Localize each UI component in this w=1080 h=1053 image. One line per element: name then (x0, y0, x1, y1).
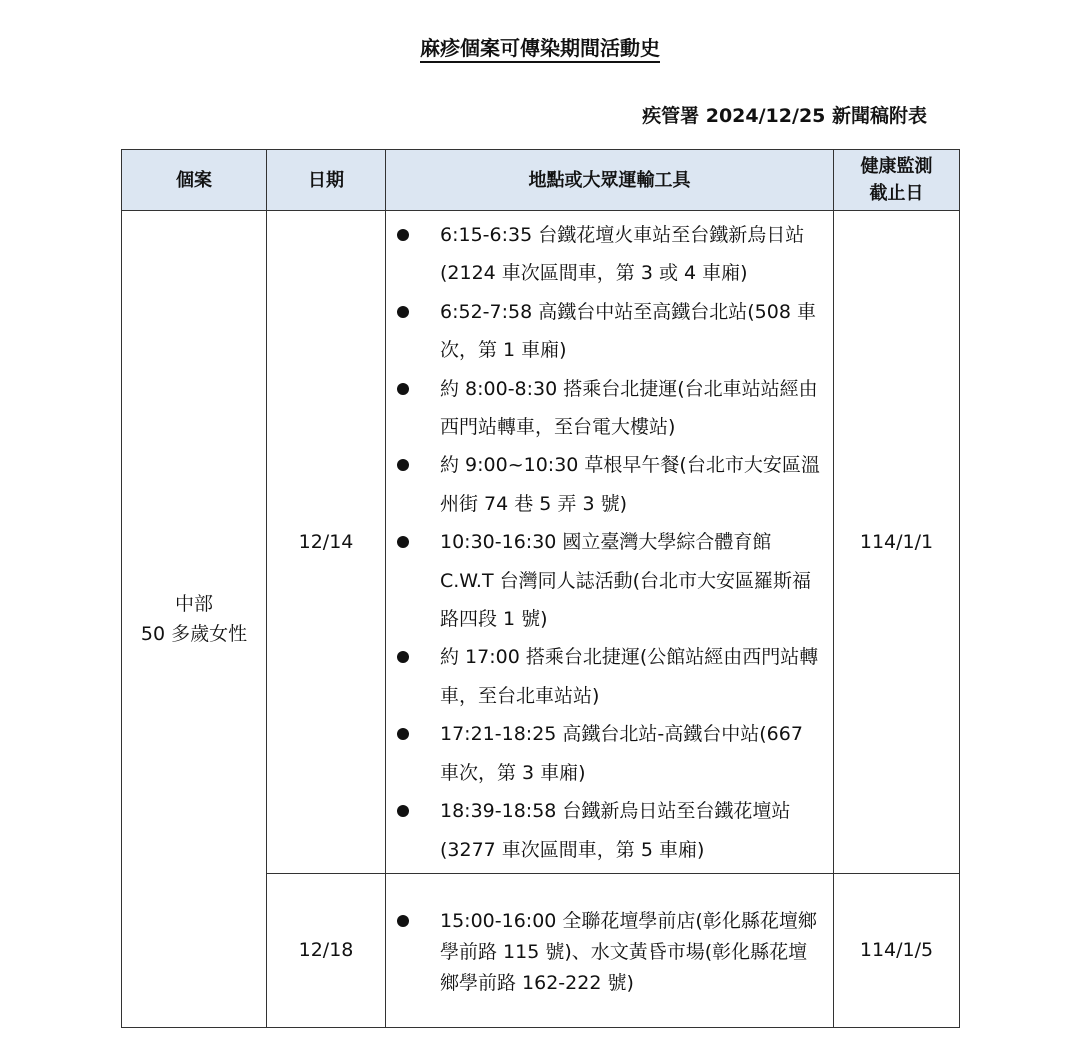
table-row (122, 211, 960, 874)
location-text: 18:39-18:58 台鐵新烏日站至台鐵花壇站(3277 車次區間車，第 5 車廂) (440, 800, 791, 861)
location-text: 17:21-18:25 高鐵台北站-高鐵台中站(667 車次，第 3 車廂) (440, 723, 803, 784)
list-item (386, 906, 823, 999)
list-item (386, 446, 823, 523)
location-text: 15:00-16:00 全聯花壇學前店(彰化縣花壇鄉學前路 115 號)、水文黃昏市場(彰化縣花壇鄉學前路 162-222 號) (440, 909, 817, 994)
bullet-icon (397, 805, 409, 817)
bullet-icon (397, 383, 409, 395)
location-text: 10:30-16:30 國立臺灣大學綜合體育館 C.W.T 台灣同人誌活動(台北市大安區羅斯福路四段 1 號) (440, 531, 812, 631)
list-item (386, 370, 823, 447)
list-item (386, 216, 823, 293)
document-title-text: 麻疹個案可傳染期間活動史 (420, 36, 660, 63)
table-header-row (122, 150, 960, 211)
bullet-icon (397, 459, 409, 471)
header-monitor-end (834, 150, 960, 211)
location-cell (386, 211, 834, 874)
header-date: 日期 (267, 150, 386, 211)
list-item (386, 715, 823, 792)
bullet-icon (397, 229, 409, 241)
date-cell: 12/18 (267, 873, 386, 1027)
monitor-end-cell: 114/1/1 (834, 211, 960, 874)
bullet-icon (397, 915, 409, 927)
document-title (0, 33, 1080, 63)
case-region: 中部 (174, 592, 213, 615)
location-text: 約 9:00~10:30 草根早午餐(台北市大安區溫州街 74 巷 5 弄 3 號) (440, 454, 820, 515)
header-case: 個案 (122, 150, 267, 211)
location-list (386, 211, 833, 873)
list-item (386, 792, 823, 869)
document-subtitle: 疾管署 2024/12/25 新聞稿附表 (642, 105, 927, 127)
location-text: 6:52-7:58 高鐵台中站至高鐵台北站(508 車次，第 1 車廂) (440, 300, 816, 362)
date-cell: 12/14 (267, 211, 386, 874)
location-cell (386, 873, 834, 1027)
location-text: 6:15-6:35 台鐵花壇火車站至台鐵新烏日站(2124 車次區間車，第 3 或 4 車廂) (440, 224, 805, 285)
list-item (386, 523, 823, 638)
activity-table (121, 149, 960, 1028)
bullet-icon (397, 728, 409, 740)
header-monitor-end-line1: 健康監測 (860, 156, 933, 177)
header-location: 地點或大眾運輸工具 (386, 150, 834, 211)
bullet-icon (397, 536, 409, 548)
bullet-icon (397, 651, 409, 663)
list-item (386, 293, 823, 370)
case-cell (122, 211, 267, 1028)
location-list (386, 874, 833, 1027)
case-description: 50 多歲女性 (140, 622, 248, 645)
header-monitor-end-line2: 截止日 (869, 183, 924, 204)
location-text: 約 8:00-8:30 搭乘台北捷運(台北車站站經由西門站轉車，至台電大樓站) (440, 377, 818, 439)
location-text: 約 17:00 搭乘台北捷運(公館站經由西門站轉車，至台北車站站) (440, 646, 819, 707)
list-item (386, 638, 823, 715)
bullet-icon (397, 306, 409, 318)
monitor-end-cell: 114/1/5 (834, 873, 960, 1027)
